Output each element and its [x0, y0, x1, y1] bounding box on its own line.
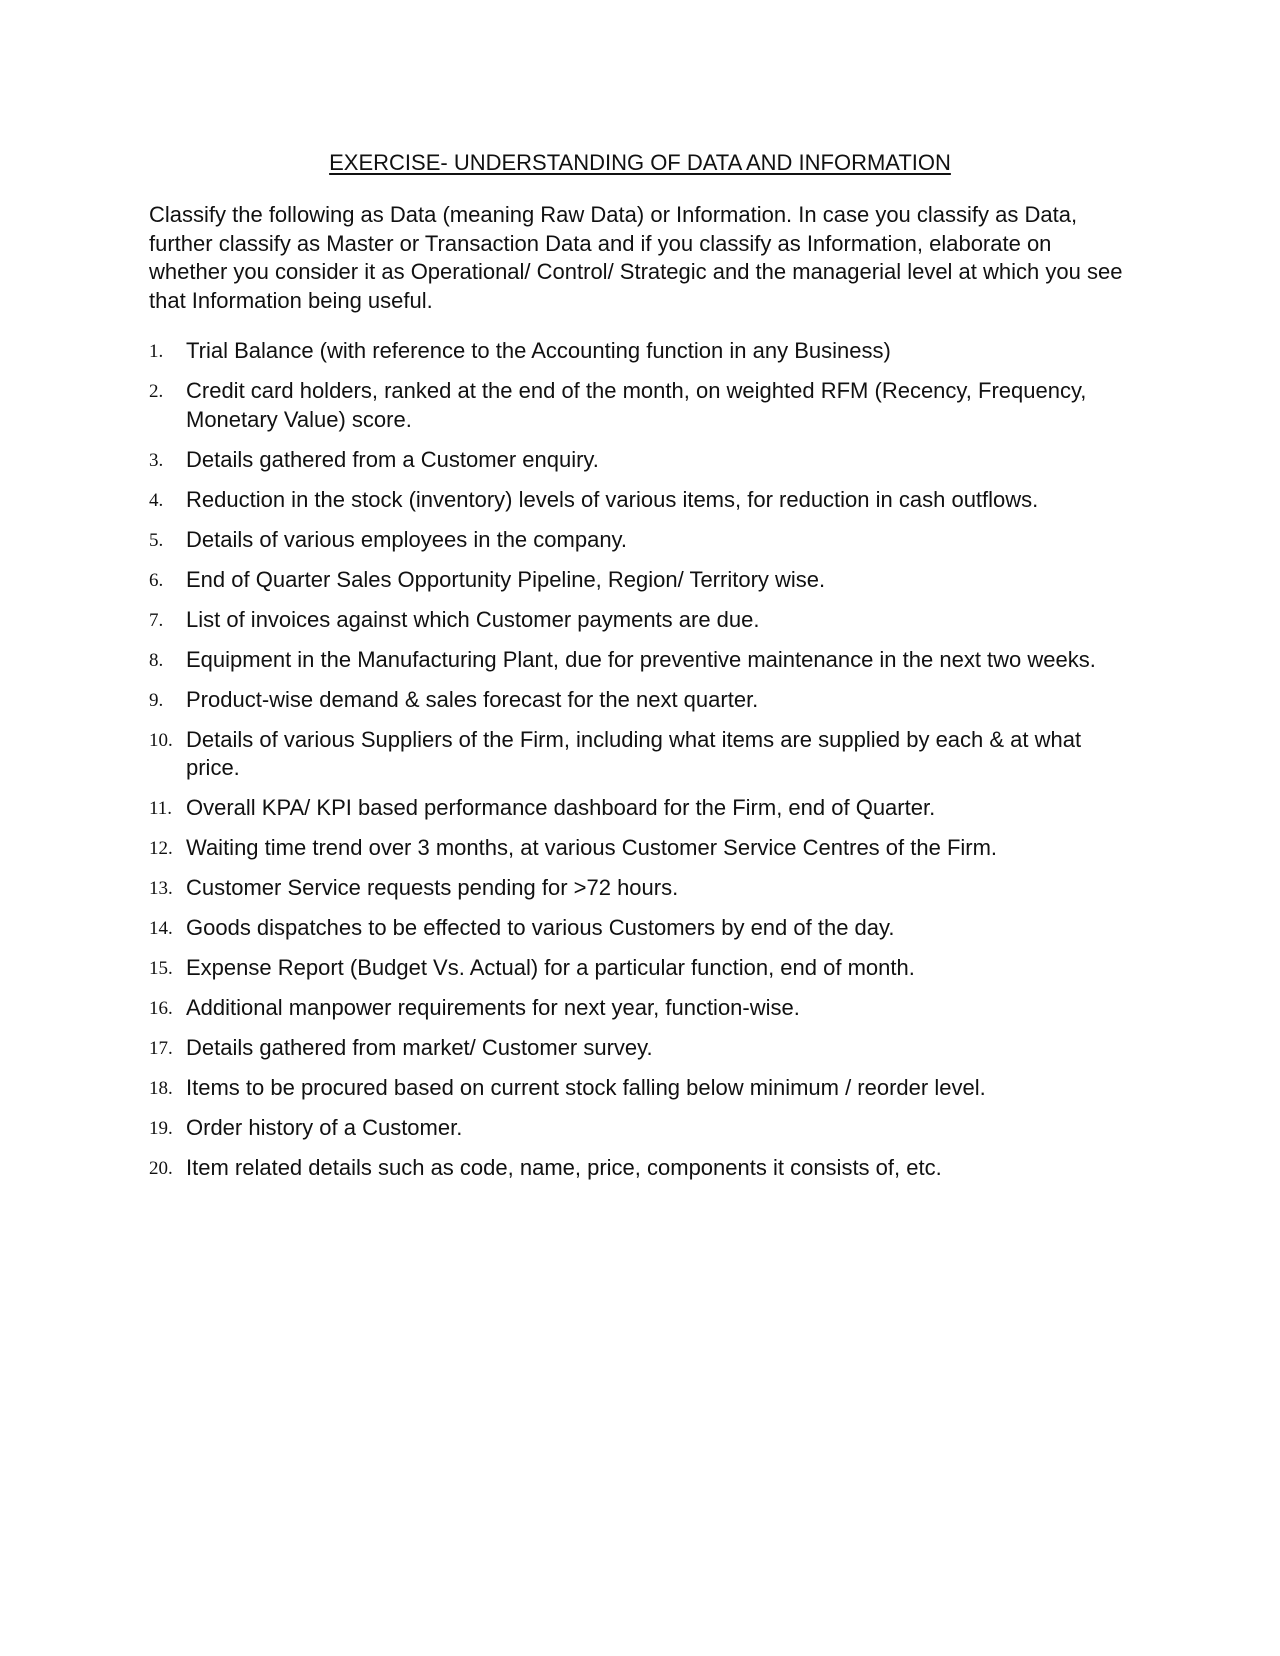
list-item-text: End of Quarter Sales Opportunity Pipeline, Region/ Territory wise.	[186, 566, 826, 592]
list-item-number: 16.	[149, 998, 173, 1019]
list-item-text: Details gathered from a Customer enquiry.	[186, 446, 599, 472]
list-item-number: 17.	[149, 1038, 173, 1059]
list-item	[149, 486, 1139, 515]
list-item-number: 2.	[149, 381, 164, 402]
list-item-text: Overall KPA/ KPI based performance dashboard for the Firm, end of Quarter.	[186, 795, 936, 820]
list-item-number: 6.	[149, 569, 164, 591]
list-item	[149, 794, 1139, 823]
list-item-text: Details gathered from market/ Customer survey.	[186, 1035, 653, 1060]
list-item	[149, 1114, 1139, 1143]
list-item	[149, 337, 1139, 366]
instructions-paragraph: Classify the following as Data (meaning Raw Data) or Information. In case you classify as Data, further classify as Master or Transaction Data and if you classify as Information, elaborate on whether you consider it as Operational/ Control/ Strategic and the managerial level at which you see that Information being useful.	[149, 202, 1123, 313]
list-item	[149, 686, 1139, 715]
list-item	[149, 446, 1139, 475]
list-item-number: 8.	[149, 649, 164, 671]
list-item	[149, 1154, 1139, 1183]
list-item	[149, 994, 1139, 1023]
list-item-text: List of invoices against which Customer payments are due.	[186, 606, 760, 632]
list-item-text: Waiting time trend over 3 months, at various Customer Service Centres of the Firm.	[186, 835, 998, 860]
list-item-number: 15.	[149, 958, 173, 979]
list-item-text: Additional manpower requirements for next year, function-wise.	[186, 995, 800, 1020]
list-item-number: 19.	[149, 1118, 173, 1139]
list-item	[149, 914, 1139, 943]
list-item	[149, 874, 1139, 903]
list-item	[149, 377, 1139, 434]
list-item	[149, 726, 1139, 783]
list-item-number: 3.	[149, 449, 164, 471]
list-item	[149, 646, 1139, 675]
exercise-list	[149, 337, 1139, 1194]
list-item-text: Equipment in the Manufacturing Plant, due for preventive maintenance in the next two weeks.	[186, 646, 1096, 672]
list-item	[149, 606, 1139, 635]
list-item-number: 9.	[149, 689, 164, 711]
list-item-number: 4.	[149, 489, 164, 511]
list-item-text: Order history of a Customer.	[186, 1115, 463, 1140]
list-item-text: Details of various Suppliers of the Firm, including what items are supplied by each & at what price.	[186, 726, 1082, 780]
list-item-number: 18.	[149, 1078, 173, 1099]
list-item-number: 13.	[149, 878, 173, 899]
list-item-number: 5.	[149, 529, 164, 551]
list-item-number: 1.	[149, 341, 164, 362]
list-item-text: Details of various employees in the company.	[186, 526, 628, 552]
list-item	[149, 954, 1139, 983]
list-item-number: 20.	[149, 1158, 173, 1179]
list-item-number: 14.	[149, 918, 173, 939]
list-item-number: 11.	[149, 798, 173, 819]
list-item-text: Credit card holders, ranked at the end of the month, on weighted RFM (Recency, Frequency, Monetary Value) score.	[186, 378, 1087, 432]
list-item-text: Goods dispatches to be effected to various Customers by end of the day.	[186, 915, 895, 940]
list-item-text: Reduction in the stock (inventory) levels of various items, for reduction in cash outflows.	[186, 486, 1039, 512]
list-item-text: Trial Balance (with reference to the Accounting function in any Business)	[186, 338, 891, 363]
list-item-number: 12.	[149, 838, 173, 859]
list-item	[149, 834, 1139, 863]
list-item	[149, 1074, 1139, 1103]
list-item-text: Expense Report (Budget Vs. Actual) for a particular function, end of month.	[186, 955, 915, 980]
document-title: EXERCISE- UNDERSTANDING OF DATA AND INFORMATION	[329, 150, 951, 175]
list-item-text: Items to be procured based on current stock falling below minimum / reorder level.	[186, 1075, 986, 1100]
list-item	[149, 566, 1139, 595]
list-item-number: 7.	[149, 609, 164, 631]
list-item-text: Product-wise demand & sales forecast for the next quarter.	[186, 686, 759, 712]
list-item	[149, 526, 1139, 555]
list-item-number: 10.	[149, 729, 173, 751]
list-item-text: Customer Service requests pending for >72 hours.	[186, 875, 679, 900]
list-item	[149, 1034, 1139, 1063]
list-item-text: Item related details such as code, name, price, components it consists of, etc.	[186, 1155, 942, 1180]
